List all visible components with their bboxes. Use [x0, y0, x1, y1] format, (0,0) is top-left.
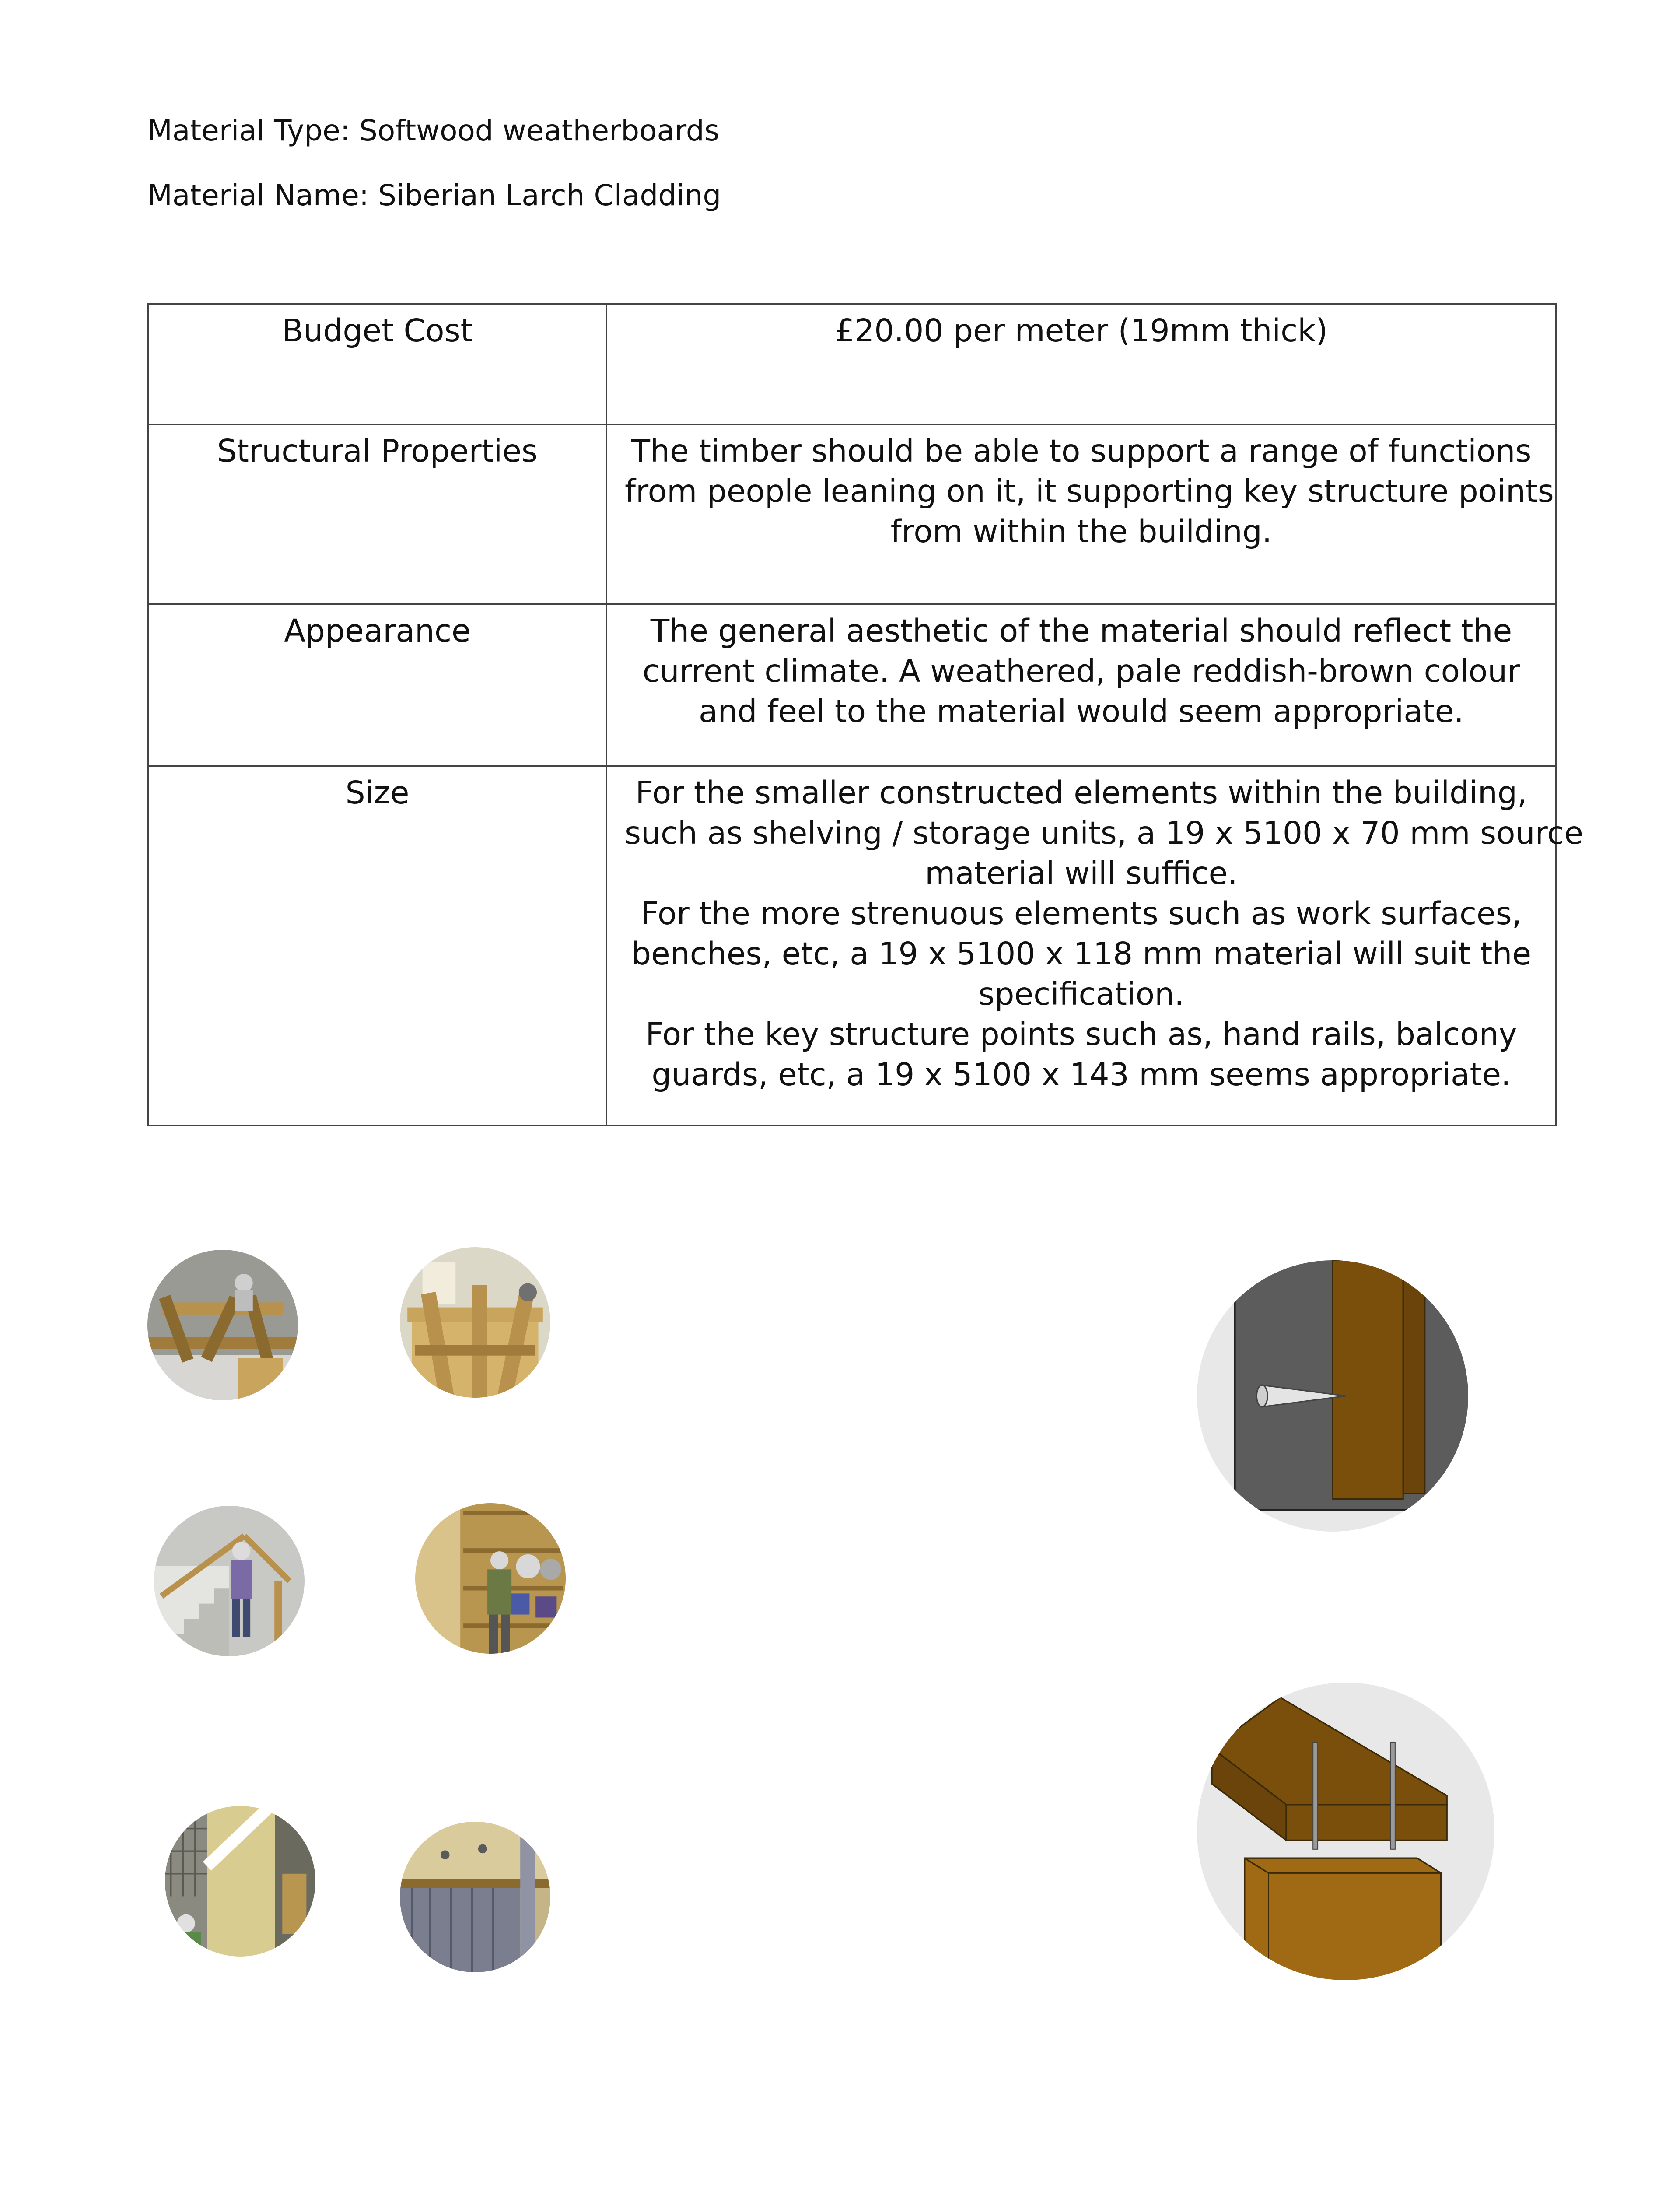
- row-label: Structural Properties: [148, 424, 607, 604]
- sketch-storage-shelving: [415, 1503, 566, 1654]
- table-row-structural-properties: [148, 424, 1556, 604]
- value-line: and feel to the material would seem appropriate.: [699, 693, 1464, 729]
- fixing-detail-nailed-joint: [1197, 1683, 1494, 1980]
- material-name-line: [147, 181, 721, 210]
- value-line: For the key structure points such as, hand rails, balcony: [645, 1016, 1517, 1052]
- material-type-value: Softwood weatherboards: [359, 114, 720, 147]
- value-line: from within the building.: [890, 513, 1272, 550]
- row-label: Size: [148, 766, 607, 1126]
- value-line: £20.00 per meter (19mm thick): [835, 312, 1328, 349]
- table-row-budget-cost: [148, 304, 1556, 424]
- row-value: [607, 766, 1583, 1126]
- sketch-handrail-stairs: [154, 1506, 304, 1656]
- value-line: For the smaller constructed elements within the building,: [635, 775, 1527, 811]
- specification-table: [147, 303, 1583, 1126]
- value-line: guards, etc, a 19 x 5100 x 143 mm seems appropriate.: [651, 1056, 1511, 1093]
- value-line: The general aesthetic of the material should reflect the: [650, 613, 1512, 649]
- sketch-workbench: [400, 1247, 550, 1398]
- sketch-timber-frame-interior: [165, 1806, 315, 1957]
- material-name-label: Material Name:: [147, 179, 369, 212]
- row-value: [607, 604, 1556, 766]
- value-line: material will suffice.: [925, 855, 1238, 891]
- material-name-value: Siberian Larch Cladding: [378, 179, 721, 212]
- value-line: The timber should be able to support a range of functions: [631, 433, 1532, 469]
- row-label: Appearance: [148, 604, 607, 766]
- value-line: current climate. A weathered, pale reddish-brown colour: [642, 653, 1520, 689]
- row-label: Budget Cost: [148, 304, 607, 424]
- sketch-workshop-wall: [400, 1822, 550, 1972]
- sketch-balcony-guard: [147, 1250, 298, 1400]
- material-type-label: Material Type:: [147, 114, 350, 147]
- value-line: from people leaning on it, it supporting key structure points: [625, 473, 1554, 509]
- row-value: [607, 304, 1556, 424]
- value-line: benches, etc, a 19 x 5100 x 118 mm material will suit the: [631, 936, 1532, 972]
- value-line: such as shelving / storage units, a 19 x 5100 x 70 mm source: [625, 815, 1583, 851]
- value-line: For the more strenuous elements such as work surfaces,: [640, 895, 1522, 932]
- value-line: specification.: [978, 976, 1184, 1012]
- row-value: [607, 424, 1556, 604]
- table-row-size: [148, 766, 1556, 1126]
- table-row-appearance: [148, 604, 1556, 766]
- material-type-line: [147, 116, 719, 145]
- fixing-detail-wall-plug: [1197, 1260, 1468, 1532]
